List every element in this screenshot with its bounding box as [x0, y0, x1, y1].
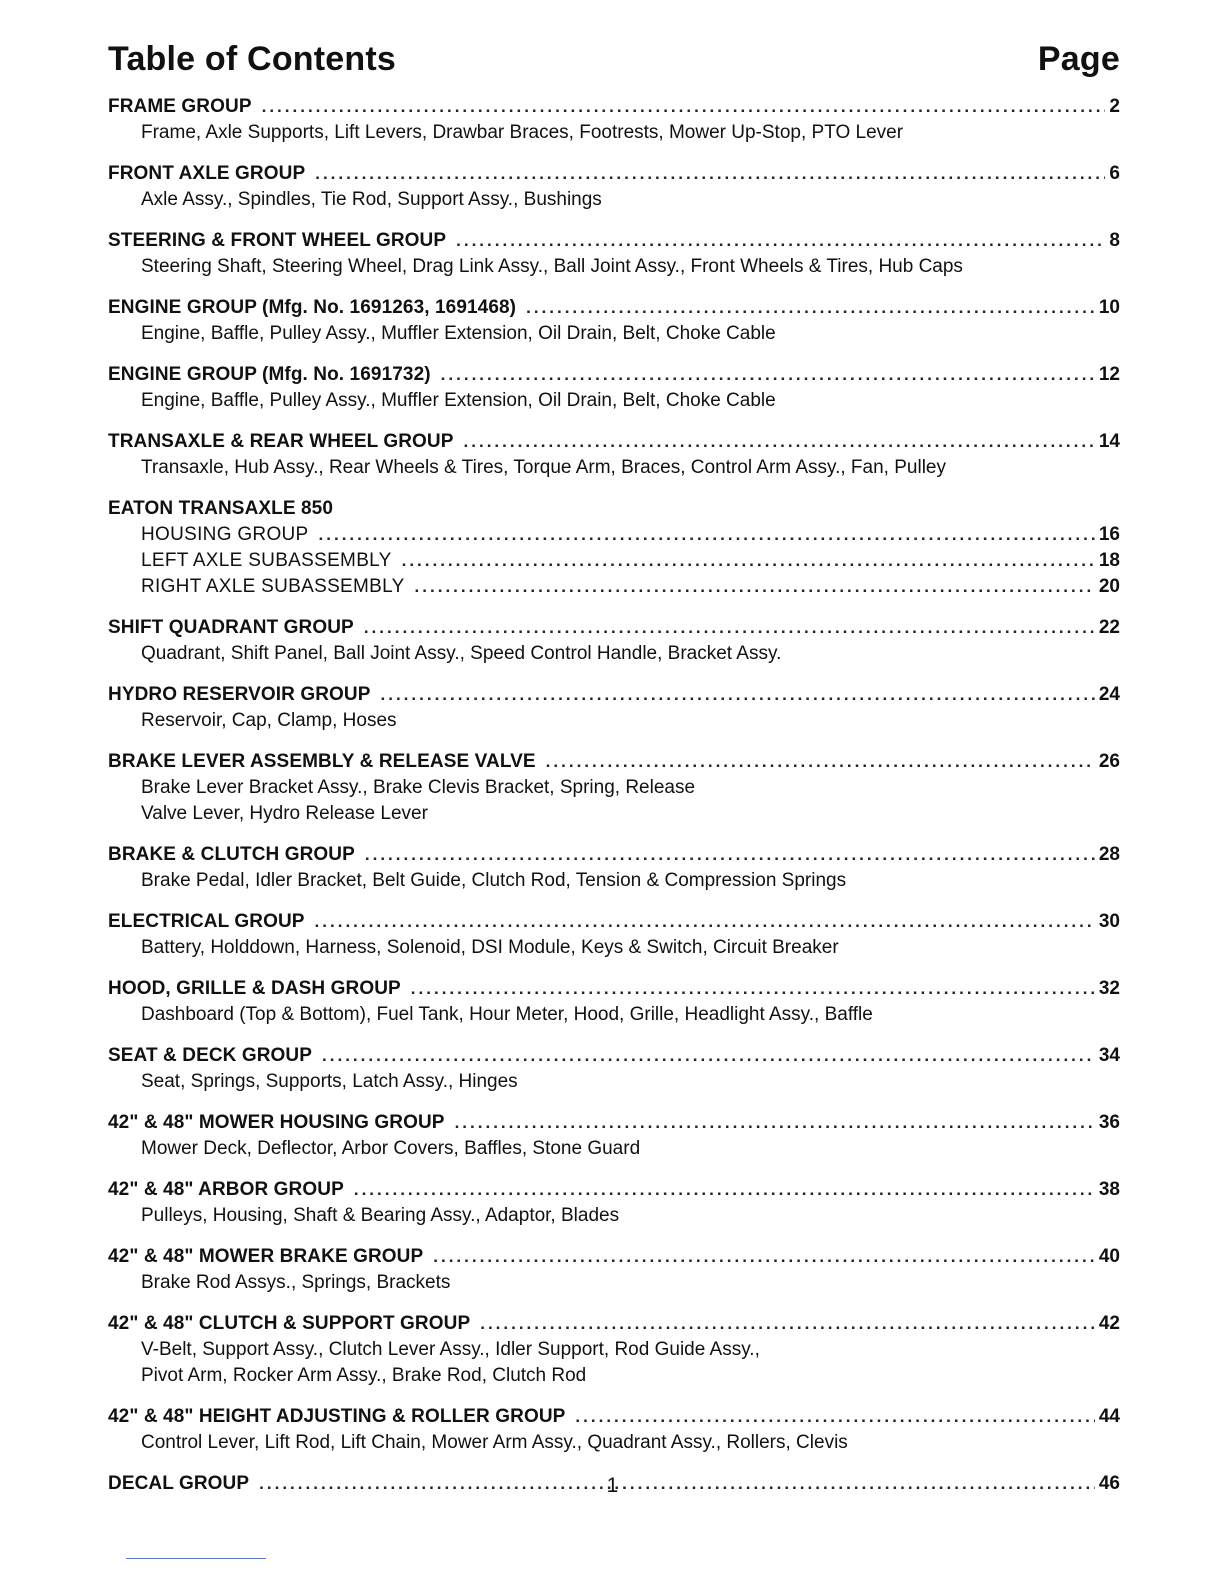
- toc-entry-page: 40: [1098, 1246, 1120, 1267]
- toc-entry-line: [108, 362, 1120, 388]
- toc-entry-line: [108, 842, 1120, 868]
- toc-entry-line: [108, 1043, 1120, 1069]
- toc-entry-page: 30: [1098, 911, 1120, 932]
- toc-entry-description: Axle Assy., Spindles, Tie Rod, Support Assy., Bushings: [141, 189, 602, 210]
- dot-leader: [354, 1177, 1095, 1203]
- toc-subentry: [141, 548, 1120, 574]
- toc-entry-description: Reservoir, Cap, Clamp, Hoses: [141, 710, 397, 731]
- toc-entry-line: [108, 429, 1120, 455]
- page-number: 1: [606, 1474, 619, 1497]
- toc-entry-description: Brake Pedal, Idler Bracket, Belt Guide, Clutch Rod, Tension & Compression Springs: [141, 870, 847, 891]
- dot-leader: [415, 574, 1095, 600]
- toc-entry-title: TRANSAXLE & REAR WHEEL GROUP: [108, 431, 454, 452]
- dot-leader: [319, 522, 1095, 548]
- dot-leader: [546, 749, 1095, 775]
- toc-entry-description: Engine, Baffle, Pulley Assy., Muffler Extension, Oil Drain, Belt, Choke Cable: [141, 323, 776, 344]
- toc-entry-line: [108, 1177, 1120, 1203]
- toc-entry-page: 12: [1098, 364, 1120, 385]
- toc-entry-page: 34: [1098, 1045, 1120, 1066]
- dot-leader: [464, 429, 1095, 455]
- toc-entry-line: [108, 94, 1120, 120]
- toc-entry: [108, 749, 1120, 827]
- dot-leader: [322, 1043, 1095, 1069]
- toc-subentry-page: 16: [1098, 524, 1120, 545]
- toc-entry: [108, 94, 1120, 146]
- toc-entry: [108, 429, 1120, 481]
- toc-entry-page: 42: [1098, 1313, 1120, 1334]
- toc-entry-line: [108, 749, 1120, 775]
- toc-entry: [108, 976, 1120, 1028]
- toc-entry-title: 42" & 48" ARBOR GROUP: [108, 1179, 344, 1200]
- dot-leader: [411, 976, 1095, 1002]
- toc-entry-page: 22: [1098, 617, 1120, 638]
- toc-entry-page: 14: [1098, 431, 1120, 452]
- dot-leader: [575, 1404, 1094, 1430]
- toc-entry: [108, 1311, 1120, 1389]
- dot-leader: [365, 842, 1095, 868]
- toc-entry-line: [108, 976, 1120, 1002]
- toc-entry-line: [108, 295, 1120, 321]
- dot-leader: [315, 909, 1095, 935]
- toc-entry-line: [108, 496, 1120, 522]
- toc-entry-line: [108, 1110, 1120, 1136]
- toc-entry-page: 36: [1098, 1112, 1120, 1133]
- toc-entry-description: Seat, Springs, Supports, Latch Assy., Hinges: [141, 1071, 518, 1092]
- toc-entry-description: Frame, Axle Supports, Lift Levers, Drawbar Braces, Footrests, Mower Up-Stop, PTO Lever: [141, 122, 904, 143]
- toc-entry-page: 24: [1098, 684, 1120, 705]
- toc-entry: [108, 1244, 1120, 1296]
- toc-list: [108, 94, 1120, 1497]
- page-column-label: Page: [1037, 40, 1120, 78]
- toc-subentry-title: RIGHT AXLE SUBASSEMBLY: [141, 576, 405, 597]
- toc-entry-line: [108, 615, 1120, 641]
- toc-entry-description: Mower Deck, Deflector, Arbor Covers, Baffles, Stone Guard: [141, 1138, 641, 1159]
- toc-entry-title: ENGINE GROUP (Mfg. No. 1691732): [108, 364, 431, 385]
- toc-entry-description: Battery, Holddown, Harness, Solenoid, DSI Module, Keys & Switch, Circuit Breaker: [141, 937, 839, 958]
- dot-leader: [402, 548, 1095, 574]
- toc-header: [108, 40, 1120, 92]
- toc-entry-line: [108, 1244, 1120, 1270]
- toc-entry-page: 26: [1098, 751, 1120, 772]
- toc-entry-title: SEAT & DECK GROUP: [108, 1045, 313, 1066]
- toc-entry-title: 42" & 48" MOWER BRAKE GROUP: [108, 1246, 424, 1267]
- toc-entry: [108, 496, 1120, 600]
- toc-entry-line: [108, 161, 1120, 187]
- toc-entry-title: 42" & 48" HEIGHT ADJUSTING & ROLLER GROUP: [108, 1406, 566, 1427]
- toc-entry-line: [108, 1311, 1120, 1337]
- toc-entry: [108, 615, 1120, 667]
- toc-entry: [108, 1110, 1120, 1162]
- toc-entry-description: Quadrant, Shift Panel, Ball Joint Assy., Speed Control Handle, Bracket Assy.: [141, 643, 782, 664]
- toc-subentry: [141, 574, 1120, 600]
- toc-entry-description: Valve Lever, Hydro Release Lever: [141, 803, 428, 824]
- toc-entry-title: ELECTRICAL GROUP: [108, 911, 305, 932]
- dot-leader: [456, 228, 1105, 254]
- toc-entry-title: 42" & 48" CLUTCH & SUPPORT GROUP: [108, 1313, 471, 1334]
- bottom-rule: [126, 1558, 266, 1559]
- toc-entry-description: Pivot Arm, Rocker Arm Assy., Brake Rod, Clutch Rod: [141, 1365, 587, 1386]
- toc-subentry-page: 20: [1098, 576, 1120, 597]
- toc-subentry-title: LEFT AXLE SUBASSEMBLY: [141, 550, 392, 571]
- toc-entry-line: [108, 909, 1120, 935]
- toc-entry-line: [108, 228, 1120, 254]
- toc-entry: [108, 842, 1120, 894]
- toc-entry: [108, 228, 1120, 280]
- toc-entry: [108, 295, 1120, 347]
- dot-leader: [441, 362, 1095, 388]
- toc-entry: [108, 1043, 1120, 1095]
- toc-subentry-title: HOUSING GROUP: [141, 524, 309, 545]
- page-title: Table of Contents: [108, 40, 396, 78]
- toc-entry-title: HOOD, GRILLE & DASH GROUP: [108, 978, 401, 999]
- toc-entry-title: BRAKE & CLUTCH GROUP: [108, 844, 355, 865]
- dot-leader: [455, 1110, 1095, 1136]
- toc-entry: [108, 682, 1120, 734]
- toc-subentry-page: 18: [1098, 550, 1120, 571]
- toc-entry-description: Transaxle, Hub Assy., Rear Wheels & Tires, Torque Arm, Braces, Control Arm Assy., Fan, Pulley: [141, 457, 946, 478]
- toc-entry-title: FRAME GROUP: [108, 96, 252, 117]
- toc-entry-title: DECAL GROUP: [108, 1473, 250, 1494]
- toc-entry-description: Pulleys, Housing, Shaft & Bearing Assy., Adaptor, Blades: [141, 1205, 620, 1226]
- dot-leader: [526, 295, 1095, 321]
- dot-leader: [480, 1311, 1095, 1337]
- toc-entry: [108, 1404, 1120, 1456]
- toc-entry: [108, 1177, 1120, 1229]
- toc-entry-page: 2: [1109, 96, 1120, 117]
- dot-leader: [381, 682, 1095, 708]
- toc-entry: [108, 362, 1120, 414]
- toc-entry-description: Control Lever, Lift Rod, Lift Chain, Mower Arm Assy., Quadrant Assy., Rollers, Clevis: [141, 1432, 848, 1453]
- toc-entry-description: Brake Lever Bracket Assy., Brake Clevis Bracket, Spring, Release: [141, 777, 696, 798]
- toc-entry-description: Brake Rod Assys., Springs, Brackets: [141, 1272, 451, 1293]
- toc-entry-title: SHIFT QUADRANT GROUP: [108, 617, 354, 638]
- toc-entry: [108, 161, 1120, 213]
- toc-entry-description: V-Belt, Support Assy., Clutch Lever Assy., Idler Support, Rod Guide Assy.,: [141, 1339, 760, 1360]
- toc-entry-title: FRONT AXLE GROUP: [108, 163, 306, 184]
- toc-entry-line: [108, 682, 1120, 708]
- toc-entry-title: STEERING & FRONT WHEEL GROUP: [108, 230, 447, 251]
- toc-subentry: [141, 522, 1120, 548]
- toc-page: [108, 40, 1120, 1512]
- toc-entry-title: BRAKE LEVER ASSEMBLY & RELEASE VALVE: [108, 751, 536, 772]
- toc-entry-page: 44: [1098, 1406, 1120, 1427]
- toc-entry-title: 42" & 48" MOWER HOUSING GROUP: [108, 1112, 445, 1133]
- toc-entry-line: [108, 1404, 1120, 1430]
- toc-entry-page: 32: [1098, 978, 1120, 999]
- toc-entry-page: 8: [1109, 230, 1120, 251]
- toc-entry-description: Engine, Baffle, Pulley Assy., Muffler Extension, Oil Drain, Belt, Choke Cable: [141, 390, 776, 411]
- toc-entry: [108, 909, 1120, 961]
- toc-entry-page: 28: [1098, 844, 1120, 865]
- toc-entry-page: 10: [1098, 297, 1120, 318]
- toc-entry-description: Dashboard (Top & Bottom), Fuel Tank, Hour Meter, Hood, Grille, Headlight Assy., Baffle: [141, 1004, 873, 1025]
- toc-entry-page: 6: [1109, 163, 1120, 184]
- dot-leader: [262, 94, 1106, 120]
- dot-leader: [433, 1244, 1095, 1270]
- dot-leader: [315, 161, 1105, 187]
- toc-entry-title: EATON TRANSAXLE 850: [108, 498, 334, 519]
- toc-entry-description: Steering Shaft, Steering Wheel, Drag Link Assy., Ball Joint Assy., Front Wheels & Tires, Hub Caps: [141, 256, 963, 277]
- toc-entry-title: HYDRO RESERVOIR GROUP: [108, 684, 371, 705]
- dot-leader: [364, 615, 1095, 641]
- toc-entry-page: 38: [1098, 1179, 1120, 1200]
- toc-entry-page: 46: [1098, 1473, 1120, 1494]
- toc-entry-title: ENGINE GROUP (Mfg. No. 1691263, 1691468): [108, 297, 517, 318]
